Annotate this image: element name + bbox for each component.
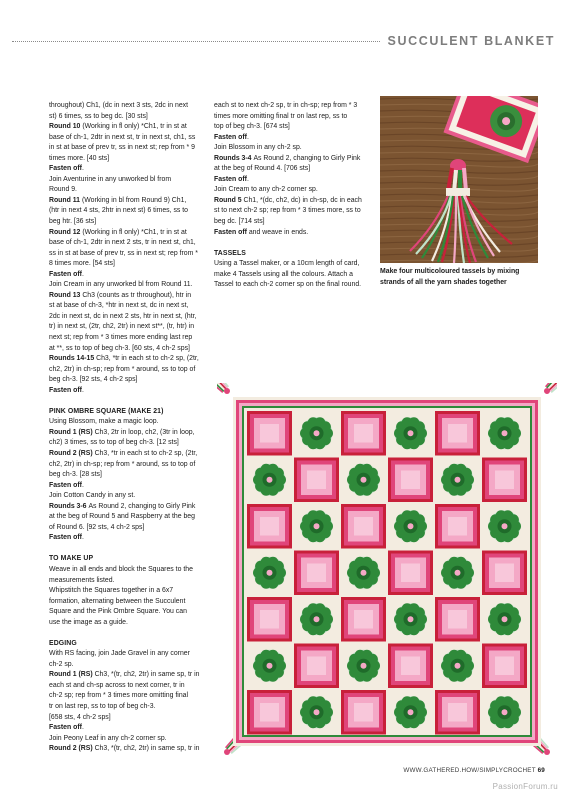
pattern-text: st) 6 times, ss to beg dc. [30 sts] bbox=[49, 112, 148, 120]
pattern-line bbox=[49, 417, 203, 428]
pattern-text: base of ch-1, 2dtr in next st, tr in next st, ch1, ss bbox=[49, 133, 196, 141]
header-dotted-rule bbox=[12, 41, 380, 42]
round-label: Round 13 bbox=[49, 291, 83, 299]
pink-ombre-center bbox=[354, 610, 373, 629]
pattern-line bbox=[49, 407, 203, 418]
pattern-text: next st; rep from * 3 times more ending last rep bbox=[49, 334, 193, 342]
blanket-image bbox=[217, 383, 557, 760]
pattern-line bbox=[49, 175, 203, 186]
succulent-center bbox=[267, 570, 273, 576]
pattern-line bbox=[49, 354, 203, 365]
pattern-text: . bbox=[81, 165, 84, 173]
pink-ombre-center bbox=[354, 517, 373, 536]
pattern-line bbox=[49, 681, 203, 692]
pattern-line bbox=[214, 164, 372, 175]
pattern-text: As Round 2, changing to Girly Pink bbox=[253, 154, 361, 162]
succulent-center bbox=[408, 523, 414, 529]
pattern-line bbox=[49, 713, 203, 724]
pattern-text: . bbox=[81, 534, 84, 542]
pattern-text: at **, ss to top of beg ch-3. [60 sts, 4 ch-2 sps] bbox=[49, 344, 190, 352]
pattern-line bbox=[49, 280, 203, 291]
pattern-line bbox=[49, 143, 203, 154]
pattern-line bbox=[49, 249, 203, 260]
page-number: 69 bbox=[537, 767, 545, 774]
pattern-text: st at base of ch-3, *htr in next st, dc in next st, bbox=[49, 302, 189, 310]
pink-ombre-center bbox=[401, 471, 420, 490]
pink-ombre-center bbox=[448, 703, 467, 722]
pattern-line bbox=[49, 660, 203, 671]
pattern-text: each st and ch-sp across to next corner, tr in bbox=[49, 681, 185, 689]
section-heading: PINK OMBRE SQUARE (MAKE 21) bbox=[49, 407, 164, 415]
section-heading: TASSELS bbox=[214, 249, 246, 257]
pattern-text: ch-2 sp. bbox=[49, 660, 74, 668]
pink-ombre-center bbox=[401, 564, 420, 583]
pattern-line bbox=[49, 470, 203, 481]
pink-ombre-center bbox=[448, 517, 467, 536]
pattern-text: use the image as a guide. bbox=[49, 618, 128, 626]
photo-caption-line: Make four multicoloured tassels by mixing bbox=[380, 268, 520, 275]
round-label: Round 11 bbox=[49, 196, 82, 204]
pink-ombre-center bbox=[354, 703, 373, 722]
pink-ombre-center bbox=[401, 657, 420, 676]
pattern-line bbox=[49, 312, 203, 323]
succulent-center bbox=[502, 523, 508, 529]
round-label: Fasten off bbox=[49, 386, 82, 394]
pattern-text: at the beg of Round 4. [706 sts] bbox=[214, 165, 311, 173]
pink-ombre-center bbox=[307, 564, 326, 583]
succulent-center bbox=[267, 477, 273, 483]
page-footer bbox=[400, 767, 545, 774]
pattern-line bbox=[49, 154, 203, 165]
round-label: Rounds 3-6 bbox=[49, 502, 89, 510]
round-label: Round 1 (RS) bbox=[49, 428, 95, 436]
pattern-line bbox=[214, 270, 372, 281]
pink-ombre-center bbox=[448, 424, 467, 443]
succulent-center bbox=[361, 663, 367, 669]
pattern-text: formation, alternating between the Succulent bbox=[49, 597, 186, 605]
pattern-line bbox=[49, 523, 203, 534]
pattern-text: With RS facing, join Jade Gravel in any corner bbox=[49, 650, 190, 658]
pink-ombre-center bbox=[260, 424, 279, 443]
pattern-text: beg dc. [714 sts] bbox=[214, 218, 265, 226]
pattern-line bbox=[49, 607, 203, 618]
section-heading: EDGING bbox=[49, 639, 77, 647]
section-gap bbox=[214, 238, 372, 249]
succulent-center bbox=[455, 570, 461, 576]
pattern-line bbox=[49, 185, 203, 196]
pattern-line bbox=[49, 554, 203, 565]
pattern-text: times more omitting final tr on last rep, ss to bbox=[214, 112, 348, 120]
pattern-text: Join Cotton Candy in any st. bbox=[49, 492, 136, 500]
pink-ombre-center bbox=[307, 471, 326, 490]
pattern-line bbox=[214, 196, 372, 207]
pink-ombre-center bbox=[448, 610, 467, 629]
pattern-text: (htr in next 4 sts, 2htr in next st) 6 times, ss to bbox=[49, 207, 189, 215]
pattern-line bbox=[49, 649, 203, 660]
round-label: Fasten off bbox=[49, 481, 82, 489]
succulent-center bbox=[408, 430, 414, 436]
section-gap bbox=[49, 396, 203, 407]
pattern-text: . bbox=[81, 386, 84, 394]
pattern-line bbox=[49, 322, 203, 333]
pattern-line bbox=[49, 586, 203, 597]
round-label: Fasten off bbox=[49, 270, 82, 278]
pattern-line bbox=[49, 512, 203, 523]
pattern-line bbox=[49, 259, 203, 270]
pattern-text: Whipstitch the Squares together in a 6x7 bbox=[49, 587, 174, 595]
pattern-line bbox=[49, 196, 203, 207]
pattern-line bbox=[49, 375, 203, 386]
pattern-text: Ch1, *(dc, ch2, dc) in ch-sp, dc in each bbox=[243, 196, 362, 204]
photo-caption bbox=[380, 267, 540, 288]
pattern-text: base of ch-1, 2dtr in next 2 sts, tr in next st, ch1, bbox=[49, 239, 196, 247]
pattern-line bbox=[49, 133, 203, 144]
pattern-text: (Working in fl only) *Ch1, tr in st at bbox=[82, 228, 187, 236]
watermark: PassionForum.ru bbox=[492, 782, 558, 791]
round-label: Round 10 bbox=[49, 123, 83, 131]
pattern-text: ss in st at base of prev tr, ss in next st; rep from * bbox=[49, 249, 198, 257]
pattern-line bbox=[49, 365, 203, 376]
succulent-center bbox=[361, 477, 367, 483]
succulent-center bbox=[502, 709, 508, 715]
pattern-line bbox=[49, 164, 203, 175]
pattern-text: Weave in all ends and block the Squares to the bbox=[49, 565, 193, 573]
pattern-line bbox=[49, 206, 203, 217]
pattern-text: make 4 Tassels using all the colours. Attach a bbox=[214, 270, 353, 278]
pattern-text: tr on last rep, ss to top of beg ch-3. bbox=[49, 703, 156, 711]
pattern-text: . bbox=[246, 175, 249, 183]
pattern-line bbox=[49, 333, 203, 344]
pattern-text: Ch3, *tr in each st to ch-2 sp, (2tr, bbox=[96, 355, 199, 363]
pattern-text: Ch3, 2tr in loop, ch2, (3tr in loop, bbox=[94, 428, 195, 436]
pattern-line bbox=[49, 344, 203, 355]
pattern-line bbox=[49, 723, 203, 734]
pattern-text: [658 sts, 4 ch-2 sps] bbox=[49, 713, 111, 721]
pattern-text: As Round 2, changing to Girly Pink bbox=[88, 502, 196, 510]
section-gap bbox=[49, 544, 203, 555]
pattern-text: Ch3, *tr in each st to ch-2 sp, (2tr, bbox=[94, 450, 198, 457]
pattern-text: Join Blossom in any ch-2 sp. bbox=[214, 144, 302, 152]
round-label: Round 1 (RS) bbox=[49, 671, 95, 679]
succulent-center bbox=[455, 477, 461, 483]
pattern-text: Join Cream in any unworked bl from Round 11. bbox=[49, 281, 193, 289]
pattern-line bbox=[214, 154, 372, 165]
pattern-line bbox=[49, 533, 203, 544]
pattern-text: (Working in bl from Round 9) Ch1, bbox=[81, 196, 187, 204]
pattern-line bbox=[214, 217, 372, 228]
pattern-line bbox=[214, 175, 372, 186]
pattern-text: . bbox=[81, 481, 84, 489]
pattern-text: 8 times more. [54 sts] bbox=[49, 260, 115, 268]
footer-url: WWW.GATHERED.HOW/SIMPLYCROCHET bbox=[403, 767, 536, 774]
pattern-line bbox=[49, 491, 203, 502]
pattern-line bbox=[49, 112, 203, 123]
round-label: Fasten off bbox=[214, 228, 249, 236]
pattern-line bbox=[214, 185, 372, 196]
pattern-line bbox=[214, 259, 372, 270]
succulent-center bbox=[314, 430, 320, 436]
pattern-text: . bbox=[81, 270, 84, 278]
section-heading: TO MAKE UP bbox=[49, 555, 94, 563]
pattern-line bbox=[214, 206, 372, 217]
pattern-column-2 bbox=[214, 101, 372, 291]
pattern-text: each st to next ch-2 sp, tr in ch-sp; rep from * 3 bbox=[214, 102, 358, 109]
pink-ombre-center bbox=[260, 517, 279, 536]
pattern-text: ch-2 sp; rep from * 3 times more omitting final bbox=[49, 692, 189, 700]
tassel bbox=[217, 383, 233, 397]
round-label: Round 2 (RS) bbox=[49, 450, 95, 457]
pattern-text: Using Blossom, make a magic loop. bbox=[49, 418, 159, 426]
pattern-line bbox=[49, 101, 203, 112]
pattern-line bbox=[49, 449, 203, 460]
succulent-center bbox=[314, 709, 320, 715]
pattern-line bbox=[49, 217, 203, 228]
pattern-line bbox=[49, 301, 203, 312]
pattern-line bbox=[214, 280, 372, 291]
round-label: Round 2 (RS) bbox=[49, 745, 95, 753]
pattern-column-1 bbox=[49, 101, 203, 755]
pattern-text: Using a Tassel maker, or a 10cm length of card, bbox=[214, 260, 360, 268]
tassel bbox=[541, 383, 557, 397]
round-label: Fasten off bbox=[49, 724, 82, 732]
pattern-text: at the beg of Round 5 and Raspberry at the beg bbox=[49, 513, 195, 521]
pattern-text: . bbox=[81, 724, 84, 732]
pattern-text: top of beg ch-3. [674 sts] bbox=[214, 123, 290, 131]
succulent-center bbox=[267, 663, 273, 669]
succulent-center bbox=[408, 709, 414, 715]
round-label: Round 5 bbox=[214, 196, 244, 204]
pattern-line bbox=[49, 291, 203, 302]
pattern-text: and weave in ends. bbox=[248, 228, 309, 236]
pattern-line bbox=[214, 101, 372, 112]
pattern-text: Ch3 (counts as tr throughout), htr in bbox=[82, 291, 192, 299]
pattern-text: times more. [40 sts] bbox=[49, 154, 110, 162]
pattern-line bbox=[49, 460, 203, 471]
pattern-text: beg htr. [36 sts] bbox=[49, 218, 97, 226]
pattern-line bbox=[214, 112, 372, 123]
pattern-line bbox=[49, 502, 203, 513]
pattern-text: Square and the Pink Ombre Square. You can bbox=[49, 608, 187, 616]
succulent-center bbox=[455, 663, 461, 669]
pattern-line bbox=[49, 438, 203, 449]
pink-ombre-center bbox=[495, 657, 514, 676]
round-label: Fasten off bbox=[49, 534, 82, 542]
pattern-text: (Working in fl only) *Ch1, tr in st at bbox=[82, 123, 187, 131]
succulent-center bbox=[314, 616, 320, 622]
section-gap bbox=[49, 628, 203, 639]
pink-ombre-center bbox=[495, 564, 514, 583]
pattern-line bbox=[214, 133, 372, 144]
pattern-line bbox=[49, 238, 203, 249]
pattern-line bbox=[214, 228, 372, 239]
pattern-line bbox=[49, 481, 203, 492]
pattern-line bbox=[214, 122, 372, 133]
pattern-line bbox=[49, 576, 203, 587]
pattern-text: beg ch-3. [92 sts, 4 ch-2 sps] bbox=[49, 376, 138, 384]
pink-ombre-center bbox=[260, 610, 279, 629]
page-header bbox=[12, 34, 555, 48]
pattern-text: Ch3, *(tr, ch2, 2tr) in same sp, tr in bbox=[94, 671, 200, 679]
succulent-center bbox=[361, 570, 367, 576]
pink-ombre-center bbox=[307, 657, 326, 676]
pink-ombre-center bbox=[354, 424, 373, 443]
pattern-text: Join Peony Leaf in any ch-2 corner sp. bbox=[49, 734, 167, 742]
pattern-line bbox=[49, 670, 203, 681]
pattern-line bbox=[49, 691, 203, 702]
round-label: Round 12 bbox=[49, 228, 83, 236]
succulent-center bbox=[314, 523, 320, 529]
pattern-line bbox=[49, 228, 203, 239]
pink-ombre-center bbox=[260, 703, 279, 722]
pattern-line bbox=[49, 702, 203, 713]
pattern-line bbox=[49, 734, 203, 745]
pattern-line bbox=[49, 639, 203, 650]
pattern-line bbox=[49, 386, 203, 397]
pattern-text: throughout) Ch1, (dc in next 3 sts, 2dc in next bbox=[49, 102, 189, 109]
round-label: Rounds 14-15 bbox=[49, 355, 97, 363]
pattern-text: beg ch-3. [28 sts] bbox=[49, 471, 102, 479]
round-label: Rounds 3-4 bbox=[214, 154, 254, 162]
pattern-text: Tassel to each ch-2 corner sp on the final round. bbox=[214, 281, 362, 289]
pattern-text: ch2, 2tr) in ch-sp; rep from * around, ss to top of bbox=[49, 365, 196, 373]
pattern-text: ch2) 3 times, ss to top of beg ch-3. [12 sts] bbox=[49, 439, 179, 447]
pattern-text: st to next ch-2 sp; rep from * 3 times more, ss to bbox=[214, 207, 361, 215]
photo-caption-line: strands of all the yarn shades together bbox=[380, 278, 507, 286]
round-label: Fasten off bbox=[214, 175, 247, 183]
pattern-text: Ch3, *(tr, ch2, 2tr) in same sp, tr in bbox=[94, 745, 200, 753]
pattern-text: ch2, 2tr) in ch-sp; rep from * around, ss to top of bbox=[49, 460, 196, 468]
succulent-center bbox=[408, 616, 414, 622]
round-label: Fasten off bbox=[214, 133, 247, 141]
pattern-line bbox=[49, 618, 203, 629]
pattern-text: 2dc in next st, dc in next 2 sts, htr in next st, (htr, bbox=[49, 312, 197, 320]
pattern-line bbox=[214, 249, 372, 260]
pattern-line bbox=[49, 122, 203, 133]
pattern-line bbox=[214, 143, 372, 154]
pattern-text: of Round 6. [92 sts, 4 ch-2 sps] bbox=[49, 523, 145, 531]
tassel-photo bbox=[380, 96, 538, 263]
succulent-center bbox=[502, 616, 508, 622]
pattern-line bbox=[49, 565, 203, 576]
pink-ombre-center bbox=[495, 471, 514, 490]
pattern-line bbox=[49, 597, 203, 608]
succulent-center bbox=[502, 430, 508, 436]
pattern-text: tr) in next st, (2tr, ch2, 2tr) in next st**, (tr, htr) in bbox=[49, 323, 195, 331]
round-label: Fasten off bbox=[49, 165, 82, 173]
pattern-text: measurements listed. bbox=[49, 576, 115, 584]
pattern-text: in st at base of prev tr, ss in next st; rep from * 9 bbox=[49, 144, 195, 152]
pattern-line bbox=[49, 428, 203, 439]
pattern-line bbox=[49, 744, 203, 755]
pattern-text: Join Cream to any ch-2 corner sp. bbox=[214, 186, 318, 194]
pattern-text: Join Aventurine in any unworked bl from bbox=[49, 175, 172, 183]
pattern-line bbox=[49, 270, 203, 281]
pattern-text: . bbox=[246, 133, 249, 141]
page-title: SUCCULENT BLANKET bbox=[387, 34, 555, 48]
pattern-text: Round 9. bbox=[49, 186, 77, 194]
